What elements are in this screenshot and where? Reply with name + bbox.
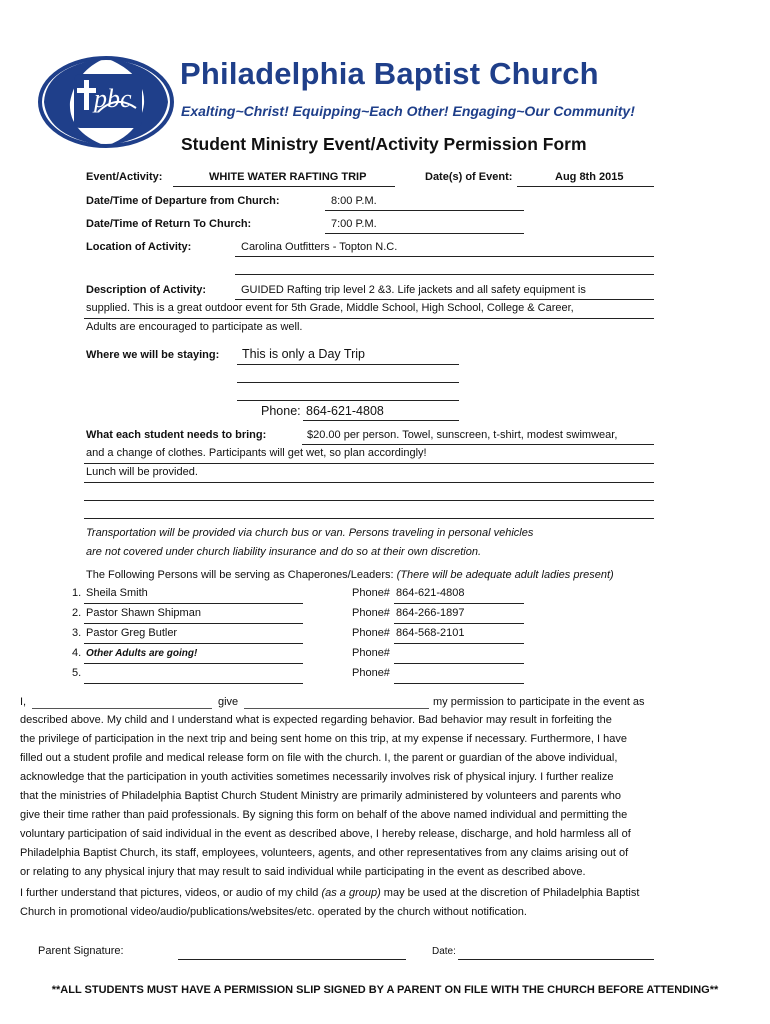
event-dates-line[interactable]	[517, 186, 654, 187]
chaperone-phone-line[interactable]	[394, 683, 524, 684]
media-consent-pre: I further understand that pictures, videos, or audio of my child	[20, 887, 322, 899]
chaperone-phone-label: Phone#	[352, 647, 390, 659]
needs-line-5[interactable]	[84, 518, 654, 519]
staying-line-3[interactable]	[237, 400, 459, 401]
consent-line: give their time rather than paid professionals. By signing this form on behalf of the above named individual and permitting the	[20, 809, 628, 821]
phone-value: 864-621-4808	[306, 404, 384, 418]
church-name: Philadelphia Baptist Church	[180, 56, 599, 91]
consent-line: that the ministries of Philadelphia Baptist Church Student Ministry are primarily administered by volunteers and parents who	[20, 790, 622, 802]
staying-line-1[interactable]	[237, 364, 459, 365]
staying-value: This is only a Day Trip	[242, 347, 365, 361]
departure-line[interactable]	[325, 210, 524, 211]
chaperone-number: 2.	[72, 607, 82, 619]
event-label: Event/Activity:	[86, 171, 163, 183]
needs-line-2[interactable]	[84, 463, 654, 464]
media-consent-post: may be used at the discretion of Philadelphia Baptist	[380, 887, 640, 899]
chaperone-phone: 864-621-4808	[396, 587, 465, 599]
description-line-2[interactable]	[84, 318, 654, 319]
departure-label: Date/Time of Departure from Church:	[86, 195, 280, 207]
consent-line: described above. My child and I understand what is expected regarding behavior. Bad behavior may result in forfeiting the	[20, 714, 612, 726]
needs-text-2: and a change of clothes. Participants will get wet, so plan accordingly!	[86, 447, 427, 459]
chaperones-intro-text: The Following Persons will be serving as Chaperones/Leaders:	[86, 569, 397, 581]
phone-label: Phone:	[261, 404, 301, 418]
tagline: Exalting~Christ! Equipping~Each Other! Engaging~Our Community!	[181, 103, 635, 119]
consent-line: the privilege of participation in the next trip and being sent home on this trip, at my expense if necessary. Furthermore, I have	[20, 733, 627, 745]
church-logo	[36, 52, 176, 152]
date-label: Date:	[432, 946, 456, 957]
media-consent	[20, 884, 639, 922]
chaperone-phone: 864-568-2101	[396, 627, 465, 639]
description-text-2: supplied. This is a great outdoor event for 5th Grade, Middle School, High School, College & Career,	[86, 302, 574, 314]
staying-label: Where we will be staying:	[86, 349, 220, 361]
location-line-2[interactable]	[235, 274, 654, 275]
chaperone-number: 1.	[72, 587, 82, 599]
consent-line: filled out a student profile and medical release form on file with the church. I, the parent or guardian of the above individual,	[20, 752, 618, 764]
consent-give: give	[218, 696, 239, 708]
needs-label: What each student needs to bring:	[86, 429, 267, 441]
parent-signature-label: Parent Signature:	[38, 945, 124, 957]
needs-line-3[interactable]	[84, 482, 654, 483]
description-line-1[interactable]	[235, 299, 654, 300]
chaperone-phone-line[interactable]	[394, 643, 524, 644]
chaperone-phone: 864-266-1897	[396, 607, 465, 619]
location-value: Carolina Outfitters - Topton N.C.	[241, 241, 398, 253]
chaperone-phone-line[interactable]	[394, 603, 524, 604]
needs-line-1[interactable]	[302, 444, 654, 445]
logo-text: pbc	[94, 84, 132, 113]
consent-permission: my permission to participate in the event as	[433, 696, 645, 708]
chaperone-name: Pastor Shawn Shipman	[86, 607, 201, 619]
chaperone-name: Sheila Smith	[86, 587, 148, 599]
chaperone-number: 4.	[72, 647, 82, 659]
return-value: 7:00 P.M.	[331, 218, 377, 230]
chaperone-phone-label: Phone#	[352, 627, 390, 639]
description-label: Description of Activity:	[86, 284, 206, 296]
chaperone-name-line[interactable]	[84, 623, 303, 624]
chaperone-number: 5.	[72, 667, 82, 679]
media-consent-line-1	[20, 884, 639, 903]
chaperone-phone-label: Phone#	[352, 667, 390, 679]
parent-signature-line[interactable]	[178, 959, 406, 960]
description-text-3: Adults are encouraged to participate as well.	[86, 321, 303, 333]
event-value: WHITE WATER RAFTING TRIP	[209, 171, 367, 183]
chaperones-intro	[86, 569, 614, 581]
chaperone-phone-label: Phone#	[352, 607, 390, 619]
consent-line: Philadelphia Baptist Church, its staff, employees, volunteers, agents, and other representatives from any claims arising out of	[20, 847, 629, 859]
chaperones-intro-note: (There will be adequate adult ladies present)	[396, 569, 614, 581]
departure-value: 8:00 P.M.	[331, 195, 377, 207]
location-line-1[interactable]	[235, 256, 654, 257]
description-text-1: GUIDED Rafting trip level 2 &3. Life jackets and all safety equipment is	[241, 284, 586, 296]
needs-text-3: Lunch will be provided.	[86, 466, 198, 478]
form-title: Student Ministry Event/Activity Permission Form	[181, 134, 587, 154]
staying-line-2[interactable]	[237, 382, 459, 383]
attendance-notice: **ALL STUDENTS MUST HAVE A PERMISSION SLIP SIGNED BY A PARENT ON FILE WITH THE CHURCH BEFORE ATTENDING**	[51, 984, 719, 996]
chaperone-phone-label: Phone#	[352, 587, 390, 599]
event-field-line[interactable]	[173, 186, 395, 187]
event-dates-value: Aug 8th 2015	[555, 171, 624, 183]
date-line[interactable]	[458, 959, 654, 960]
chaperone-name-line[interactable]	[84, 663, 303, 664]
consent-line: voluntary participation of said individual in the event as described above, I hereby release, discharge, and hold harmless all of	[20, 828, 631, 840]
chaperone-name: Pastor Greg Butler	[86, 627, 178, 639]
consent-i: I,	[20, 696, 27, 708]
needs-text-1: $20.00 per person. Towel, sunscreen, t-shirt, modest swimwear,	[307, 429, 618, 441]
return-line[interactable]	[325, 233, 524, 234]
return-label: Date/Time of Return To Church:	[86, 218, 252, 230]
chaperone-name-line[interactable]	[84, 683, 303, 684]
transport-text-2: are not covered under church liability insurance and do so at their own discretion.	[86, 546, 482, 558]
chaperone-name: Other Adults are going!	[86, 648, 198, 659]
chaperone-name-line[interactable]	[84, 603, 303, 604]
media-consent-line-2: Church in promotional video/audio/publications/websites/etc. operated by the church without notification.	[20, 906, 527, 918]
phone-line[interactable]	[303, 420, 459, 421]
chaperone-name-line[interactable]	[84, 643, 303, 644]
chaperone-phone-line[interactable]	[394, 623, 524, 624]
location-label: Location of Activity:	[86, 241, 192, 253]
chaperone-number: 3.	[72, 627, 82, 639]
needs-line-4[interactable]	[84, 500, 654, 501]
event-dates-label: Date(s) of Event:	[425, 171, 513, 183]
consent-body	[20, 711, 631, 882]
transport-text-1: Transportation will be provided via church bus or van. Persons traveling in personal vehicles	[86, 527, 534, 539]
media-consent-note: (as a group)	[321, 887, 381, 899]
student-name-line[interactable]	[244, 708, 429, 709]
chaperone-phone-line[interactable]	[394, 663, 524, 664]
consent-line: or relating to any physical injury that may result to said individual while participating in the event as described above.	[20, 866, 586, 878]
consent-line: acknowledge that the participation in youth activities sometimes necessarily involves risk of physical injury. I further realize	[20, 771, 614, 783]
parent-name-line[interactable]	[32, 708, 212, 709]
